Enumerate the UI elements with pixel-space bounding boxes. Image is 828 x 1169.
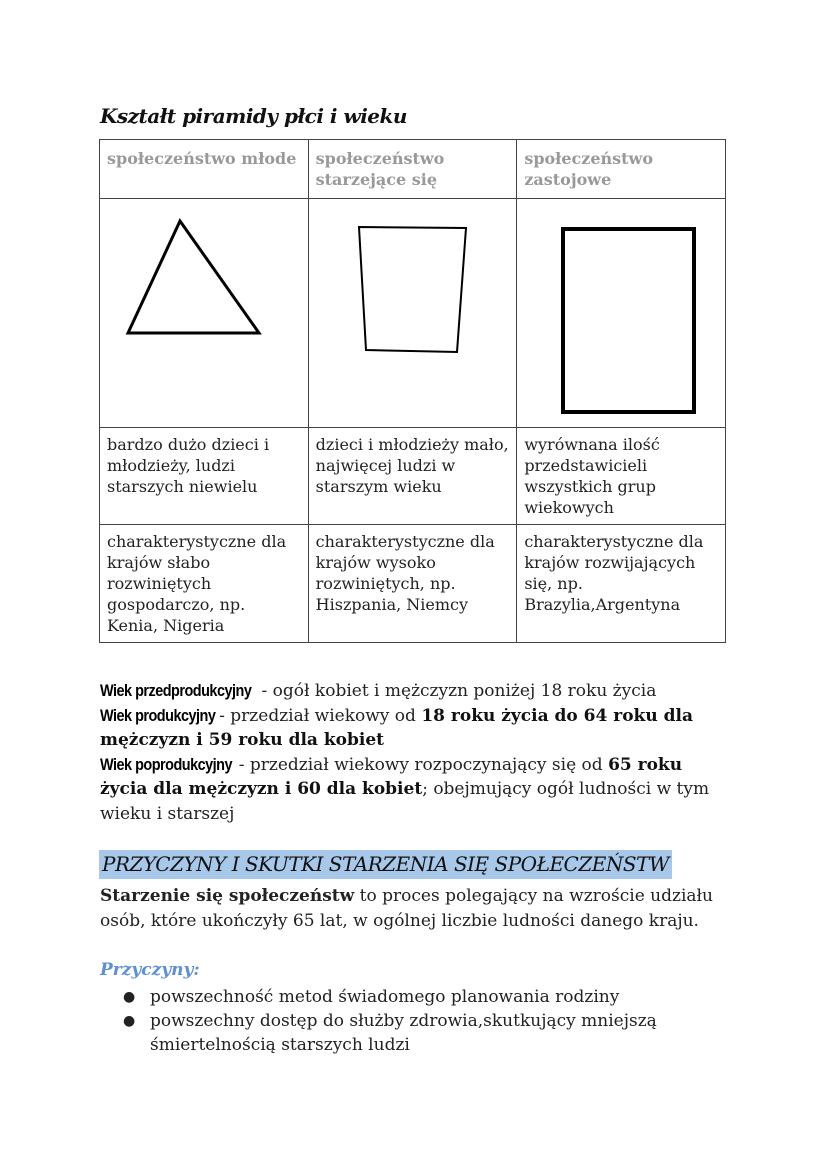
section-heading: PRZYCZYNY I SKUTKI STARZENIA SIĘ SPOŁECZEŃSTW xyxy=(99,850,672,879)
characteristics-young: charakterystyczne dla krajów słabo rozwiniętych gospodarczo, np. Kenia, Nigeria xyxy=(100,525,309,643)
intro-text: to proces polegający na wzroście udziału osób, które ukończyły 65 lat, w ogólnej liczbie ludności danego kraju. xyxy=(100,886,713,931)
header-young-society: społeczeństwo młode xyxy=(100,140,309,199)
shape-cell-stagnant xyxy=(517,199,726,428)
age-definitions xyxy=(100,679,730,826)
term-post-productive: Wiek poprodukcyjny xyxy=(100,754,233,774)
definition-bold: 18 roku życia do 64 roku dla mężczyzn i 59 roku dla kobiet xyxy=(100,705,693,750)
table-description-row xyxy=(100,428,726,525)
header-stagnant-society: społeczeństwo zastojowe xyxy=(517,140,726,199)
header-aging-society: społeczeństwo starzejące się xyxy=(308,140,517,199)
rectangle-icon xyxy=(517,199,725,427)
separator: - xyxy=(233,754,250,775)
description-aging: dzieci i młodzieży mało, najwięcej ludzi w starszym wieku xyxy=(308,428,517,525)
causes-list xyxy=(120,985,720,1057)
list-item-text: powszechny dostęp do służby zdrowia,skutkujący mniejszą śmiertelnością starszych ludzi xyxy=(150,1011,657,1055)
description-stagnant: wyrównana ilość przedstawicieli wszystkich grup wiekowych xyxy=(517,428,726,525)
table-characteristics-row xyxy=(100,525,726,643)
definition-pre-productive xyxy=(100,679,730,704)
characteristics-stagnant: charakterystyczne dla krajów rozwijających się, np. Brazylia,Argentyna xyxy=(517,525,726,643)
definition-post-productive xyxy=(100,753,730,827)
definition-tail: ; obejmujący ogół ludności w tym wieku i starszej xyxy=(100,779,710,824)
definition-productive xyxy=(100,704,730,753)
section-intro xyxy=(100,884,740,933)
separator: - xyxy=(256,681,273,701)
trapezoid-icon xyxy=(309,199,517,427)
definition-text: przedział wiekowy rozpoczynający się od xyxy=(249,754,609,775)
causes-heading: Przyczyny: xyxy=(100,960,200,980)
term-pre-productive: Wiek przedprodukcyjny xyxy=(100,681,252,700)
definition-text: przedział wiekowy od xyxy=(230,705,422,726)
pyramid-shapes-table xyxy=(99,139,726,643)
intro-bold: Starzenie się społeczeństw xyxy=(100,886,355,906)
term-productive: Wiek produkcyjny xyxy=(100,705,216,725)
definition-bold: 65 roku życia dla mężczyzn i 60 dla kobiet xyxy=(100,754,683,799)
characteristics-aging: charakterystyczne dla krajów wysoko rozwiniętych, np. Hiszpania, Niemcy xyxy=(308,525,517,643)
table-shape-row xyxy=(100,199,726,428)
list-item xyxy=(120,1009,720,1057)
list-item-text: powszechność metod świadomego planowania rodziny xyxy=(150,987,620,1007)
description-young: bardzo dużo dzieci i młodzieży, ludzi starszych niewielu xyxy=(100,428,309,525)
page-title: Kształt piramidy płci i wieku xyxy=(100,104,407,128)
definition-text: ogół kobiet i mężczyzn poniżej 18 roku życia xyxy=(272,681,657,701)
table-header-row xyxy=(100,140,726,199)
separator: - xyxy=(213,705,231,726)
shape-cell-aging xyxy=(308,199,517,428)
triangle-icon xyxy=(100,199,308,427)
list-item xyxy=(120,985,720,1009)
shape-cell-young xyxy=(100,199,309,428)
bullet-icon: ● xyxy=(123,989,136,1005)
bullet-icon: ● xyxy=(123,1013,136,1029)
